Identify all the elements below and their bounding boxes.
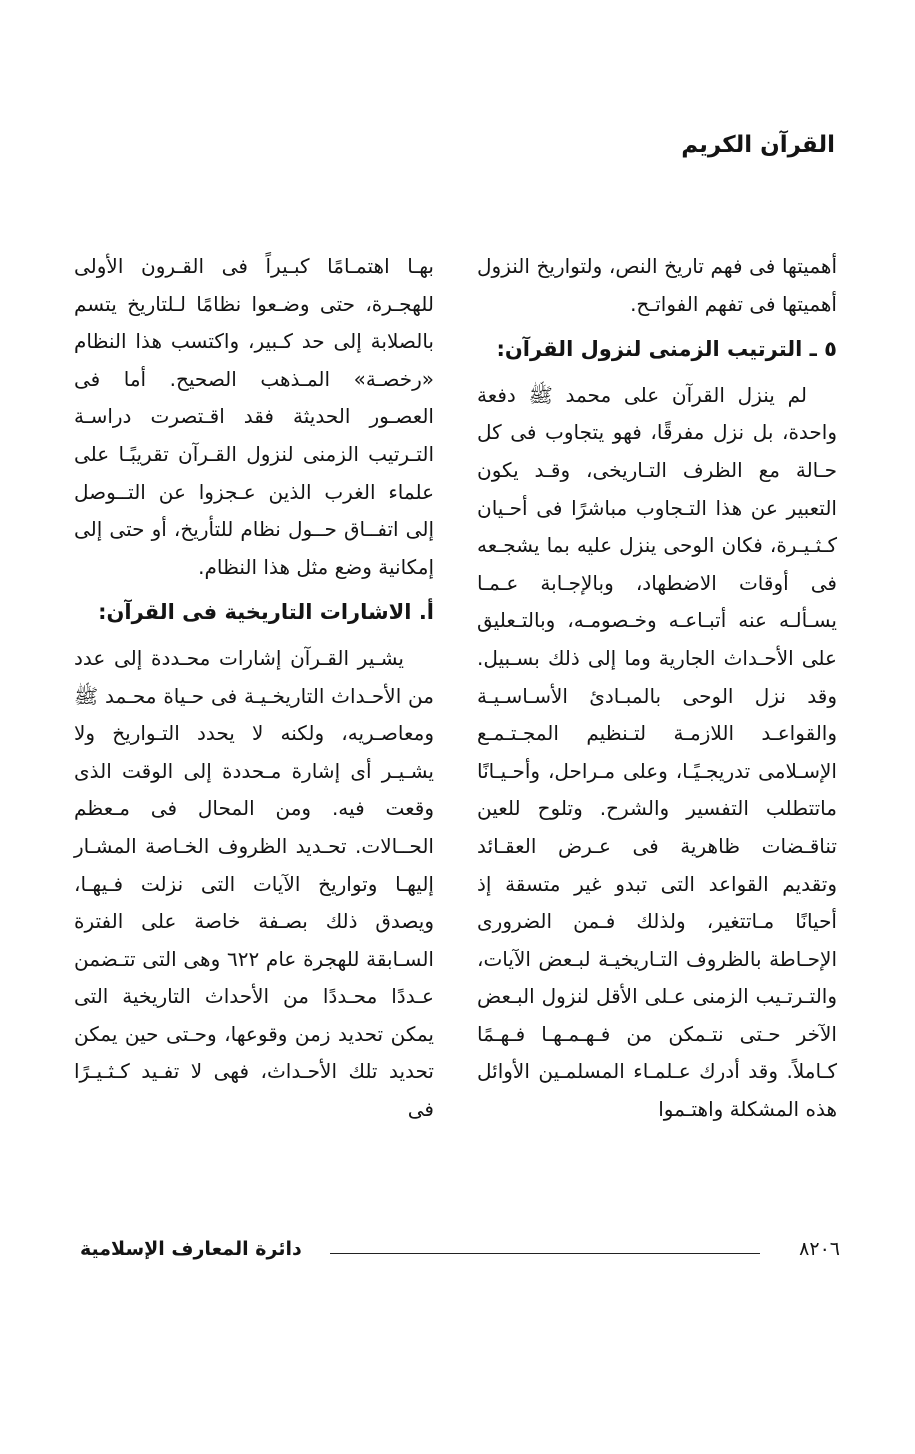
left-paragraph-1: بهـا اهتمـامًا كبـيراً فى القـرون الأولى للهجـرة، حتى وضـعوا نظامًا لـلتاريخ يتسم بالصلابة إلى حد كـبير، واكتسب هذا النظام «رخصـة» المـذهب الصحيح. أما فى العصـور الحديثة فقد اقـتصرت دراسـة التـرتيب الزمنى لنزول القـرآن تقريبًـا على علماء الغرب الذين عـجزوا عن التــوصل إلى اتفــاق حــول نظام للتأريخ، أو حتى إلى إمكانية وضع مثل هذا النظام. bbox=[74, 254, 434, 579]
publication-name: دائرة المعارف الإسلامية bbox=[80, 1238, 302, 1260]
left-paragraph-2: يشـير القـرآن إشارات محـددة إلى عدد من الأحـداث التاريخـيـة فى حـياة محـمد ﷺ ومعاصـريه، ولكنه لا يحدد التـواريخ ولا يشـيـر أى إشارة مـحددة إلى الوقت الذى وقعت فيه. ومن المحال فى مـعظم الحــالات. تحـديد الظروف الخـاصة المشـار إليهـا وتواريخ الآيات التى نزلت فـيهـا، ويصدق ذلك بصـفة خاصة على الفترة السـابقة للهجرة عام ٦٢٢ وهى التى تتـضمن عـددًا محـددًا من الأحداث التاريخية التى يمكن تحديد زمن وقوعها، وحـتى حين يمكن تحديد تلك الأحـداث، فهى لا تفـيد كـثـيـرًا فى bbox=[74, 645, 434, 1122]
right-paragraph-1: أهميتها فى فهم تاريخ النص، ولتواريخ النزول أهميتها فى تفهم الفواتـح. bbox=[477, 254, 837, 316]
left-section-heading: أ. الاشارات التاريخية فى القرآن: bbox=[98, 600, 434, 625]
page-number: ٨٢٠٦ bbox=[799, 1238, 840, 1260]
footer-rule bbox=[330, 1253, 760, 1254]
running-header-title: القرآن الكريم bbox=[681, 132, 835, 158]
right-column bbox=[477, 248, 837, 1129]
right-section-heading: ٥ ـ الترتيب الزمنى لنزول القرآن: bbox=[496, 337, 837, 362]
page-footer bbox=[80, 1238, 840, 1268]
left-column bbox=[74, 248, 434, 1129]
right-paragraph-2: لم ينزل القرآن على محمد ﷺ دفعة واحدة، بل نزل مفرقًا، فهو يتجاوب فى كل حـالة مع الظرف التـاريخى، وقـد يكون التعبير عن هذا التـجاوب مباشرًا فى أحـيان كـثـيـرة، فكان الوحى ينزل عليه بما يشجـعه فى أوقات الاضطهاد، وبالإجـابة عـمـا يسـألـه عنه أتبـاعـه وخـصومـه، وبالتـعليق على الأحـداث الجارية وما إلى ذلك بسـبيل. وقد نزل الوحى بالمبـادئ الأسـاسـيـة والقواعـد اللازمـة لتـنظيم المجـتـمـع الإسـلامى تدريجـيًـا، وعلى مـراحل، وأحـيـانًا ماتتطلب التفسير والشرح. وتلوح للعين تناقـضات ظاهرية فى عـرض العقـائد وتقديم القواعد التى تبدو غير متسقة إذ أحيانًا مـاتتغير، ولذلك فـمن الضرورى الإحـاطة بالظروف التـاريخيـة لبـعض الآيات، والتـرتـيب الزمنى عـلى الأقل لنزول البـعض الآخر حـتى نتـمكن من فـهـمـهـا فـهـمًا كـاملاً. وقد أدرك عـلمـاء المسلمـين الأوائل هذه المشكلة واهتـموا bbox=[477, 382, 837, 1122]
